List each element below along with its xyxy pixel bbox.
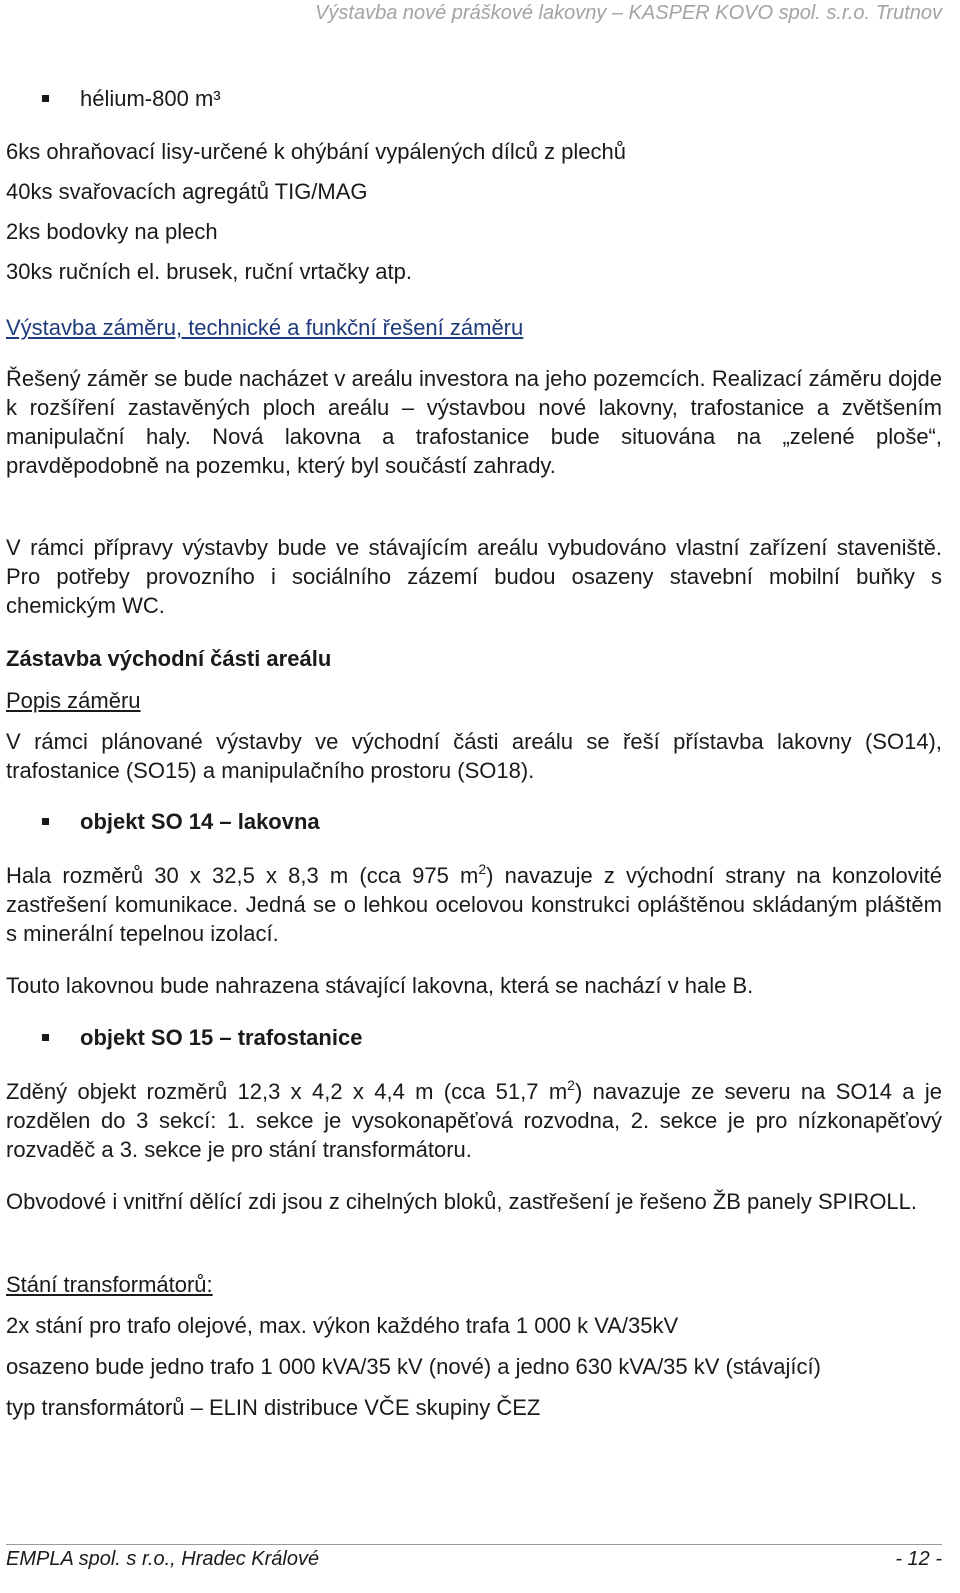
footer-divider [6,1544,942,1545]
object-title-so14: objekt SO 14 – lakovna [80,809,320,834]
subheading-description: Popis záměru [6,688,141,713]
transformer-line: 2x stání pro trafo olejové, max. výkon každého trafa 1 000 k VA/35kV [6,1313,679,1338]
section-heading-east-area: Zástavba východní části areálu [6,646,332,671]
paragraph-so15-walls: Obvodové i vnitřní dělící zdi jsou z cihelných bloků, zastřešení je řešeno ŽB panely SPIROLL. [6,1189,918,1214]
subheading-transformers: Stání transformátorů: [6,1272,213,1297]
object-title-so15: objekt SO 15 – trafostanice [80,1025,363,1050]
equipment-line: 40ks svařovacích agregátů TIG/MAG [6,179,368,204]
paragraph-east-area-intro: V rámci plánované výstavby ve východní části areálu se řeší přístavba lakovny (SO14), trafostanice (SO15) a manipulačního prostoru (SO18). [6,729,942,783]
equipment-line: 2ks bodovky na plech [6,219,218,244]
section-heading-construction: Výstavba záměru, technické a funkční řešení záměru [6,315,524,340]
running-header: Výstavba nové práškové lakovny – KASPER KOVO spol. s.r.o. Trutnov [315,2,942,24]
paragraph-site-facilities: V rámci přípravy výstavby bude ve stávajícím areálu vybudováno vlastní zařízení staveniště. Pro potřeby provozního i sociálního zázemí budou osazeny stavební mobilní buňky s chemickým WC. [6,535,942,618]
footer-company: EMPLA spol. s r.o., Hradec Králové [6,1548,320,1570]
equipment-line: 6ks ohraňovací lisy-určené k ohýbání vypálených dílců z plechů [6,139,627,164]
paragraph-so14-replacement: Touto lakovnou bude nahrazena stávající lakovna, která se nachází v hale B. [6,973,754,998]
transformer-line: typ transformátorů – ELIN distribuce VČE skupiny ČEZ [6,1395,541,1420]
bullet-item-helium: hélium-800 m³ [80,86,221,111]
transformer-line: osazeno bude jedno trafo 1 000 kVA/35 kV (nové) a jedno 630 kVA/35 kV (stávající) [6,1354,821,1379]
page-number: - 12 - [895,1548,942,1570]
paragraph-so14-dimensions: Hala rozměrů 30 x 32,5 x 8,3 m (cca 975 $m^2$) navazuje z východní strany na konzolovité zastřešení komunikace. Jedná se o lehkou ocelovou konstrukci opláštěnou skládaným pláštěm s minerální tepelnou izolací. [6,861,942,946]
bullet-marker [42,1034,49,1041]
bullet-marker [42,95,49,102]
equipment-line: 30ks ručních el. brusek, ruční vrtačky atp. [6,259,412,284]
paragraph-so15-dimensions: Zděný objekt rozměrů 12,3 x 4,2 x 4,4 m (cca 51,7 $m^2$) navazuje ze severu na SO14 a je rozdělen do 3 sekcí: 1. sekce je vysokonapěťová rozvodna, 2. sekce je pro nízkonapěťový rozvaděč a 3. sekce je pro stání transformátoru. [6,1077,942,1162]
bullet-marker [42,818,49,825]
paragraph-project-description: Řešený záměr se bude nacházet v areálu investora na jeho pozemcích. Realizací záměru dojde k rozšíření zastavěných ploch areálu – výstavbou nové lakovny, trafostanice a zvětšením manipulační haly. Nová lakovna a trafostanice bude situována na „zelené ploše“, pravděpodobně na pozemku, který byl součástí zahrady. [6,366,942,478]
